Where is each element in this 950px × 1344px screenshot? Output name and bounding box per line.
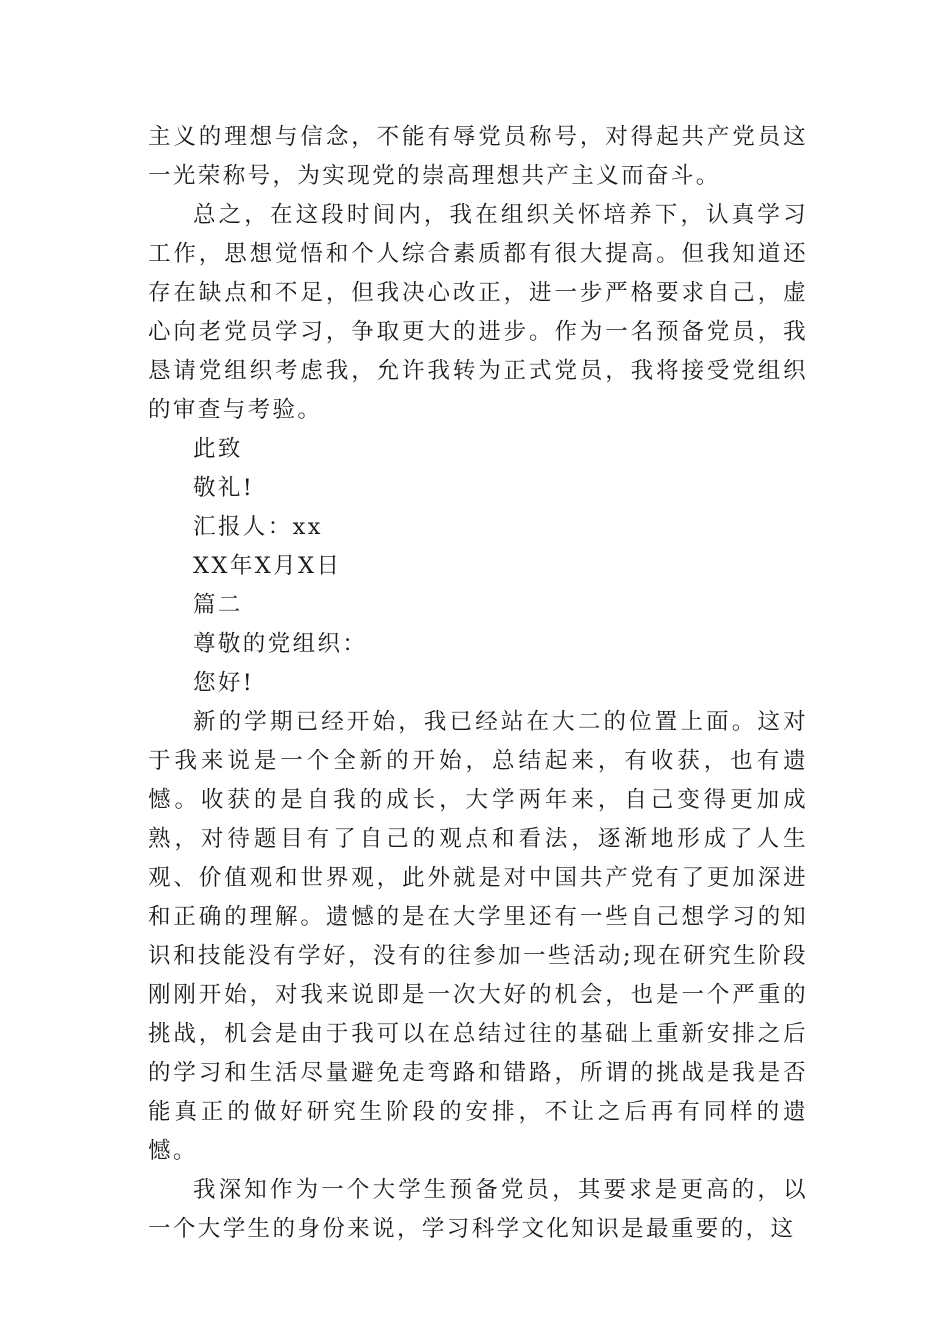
closing-salutation: 此致 (193, 436, 243, 462)
section-heading: 篇二 (193, 592, 243, 618)
greeting-addressee: 尊敬的党组织： (193, 631, 368, 657)
paragraph-requirements: 我深知作为一个大学生预备党员，其要求是更高的，以一个大学生的身份来说，学习科学文化知识是最重要的，这 (148, 1177, 808, 1242)
greeting-hello: 您好! (193, 670, 255, 696)
date-line: XX年X月X日 (193, 553, 342, 579)
paragraph-summary: 总之，在这段时间内，我在组织关怀培养下，认真学习工作，思想觉悟和个人综合素质都有很大提高。但我知道还存在缺点和不足，但我决心改正，进一步严格要求自己，虚心向老党员学习，争取更大的进步。作为一名预备党员，我恳请党组织考虑我，允许我转为正式党员，我将接受党组织的审查与考验。 (148, 202, 808, 423)
paragraph-intro-continued: 主义的理想与信念，不能有辱党员称号，对得起共产党员这一光荣称号，为实现党的崇高理想共产主义而奋斗。 (148, 124, 808, 189)
document-page (148, 118, 808, 1249)
paragraph-new-semester: 新的学期已经开始，我已经站在大二的位置上面。这对于我来说是一个全新的开始，总结起来，有收获，也有遗憾。收获的是自我的成长，大学两年来，自己变得更加成熟，对待题目有了自己的观点和看法，逐渐地形成了人生观、价值观和世界观，此外就是对中国共产党有了更加深进和正确的理解。遗憾的是在大学里还有一些自己想学习的知识和技能没有学好，没有的往参加一些活动;现在研究生阶段刚刚开始，对我来说即是一次大好的机会，也是一个严重的挑战，机会是由于我可以在总结过往的基础上重新安排之后的学习和生活尽量避免走弯路和错路，所谓的挑战是我是否能真正的做好研究生阶段的安排，不让之后再有同样的遗憾。 (148, 709, 808, 1164)
closing-respect: 敬礼! (193, 475, 255, 501)
reporter-line: 汇报人：xx (193, 514, 323, 540)
